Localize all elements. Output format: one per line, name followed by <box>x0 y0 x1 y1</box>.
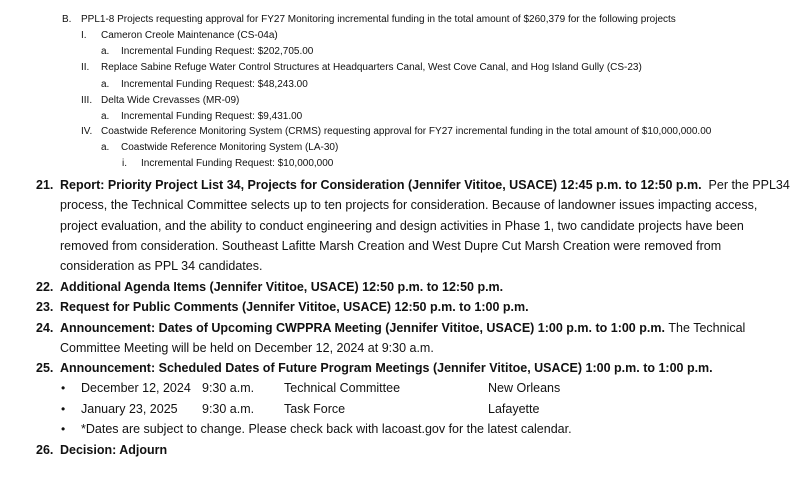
item-IV-sub: Coastwide Reference Monitoring System (LA-30) <box>121 142 339 153</box>
item-21-line-3: removed from consideration. Southeast Lafitte Marsh Creation and West Dupre Cut Marsh Creation were removed from <box>60 239 722 253</box>
item-I-sub-marker: a. <box>101 46 110 57</box>
item-IV-sub-marker: a. <box>101 142 110 153</box>
item-I-sub: Incremental Funding Request: $202,705.00 <box>121 46 314 57</box>
item-III-title: Delta Wide Crevasses (MR-09) <box>101 95 240 106</box>
item-21-heading: Report: Priority Project List 34, Projects for Consideration (Jennifer Vititoe, USACE) 12:45 p.m. to 12:50 p.m. <box>60 178 702 192</box>
item-IV-subsub-marker: i. <box>122 158 127 169</box>
item-25-heading: Announcement: Scheduled Dates of Future Program Meetings (Jennifer Vititoe, USACE) 1:00 p.m. to 1:00 p.m. <box>60 361 713 375</box>
item-III-marker: III. <box>81 95 93 106</box>
item-22-heading: Additional Agenda Items (Jennifer Vititoe, USACE) 12:50 p.m. to 12:50 p.m. <box>60 280 504 294</box>
meeting-date: January 23, 2025 <box>81 402 178 416</box>
meeting-time: 9:30 a.m. <box>202 402 255 416</box>
item-IV-title: Coastwide Reference Monitoring System (CRMS) requesting approval for FY27 incremental funding in the total amount of $10,000,000.00 <box>101 126 712 137</box>
bullet-icon: • <box>61 381 66 395</box>
bullet-icon: • <box>61 422 66 436</box>
schedule-note: *Dates are subject to change. Please check back with lacoast.gov for the latest calendar. <box>81 422 572 436</box>
item-26-number: 26. <box>36 443 54 457</box>
item-21-number: 21. <box>36 178 54 192</box>
item-II-marker: II. <box>81 62 90 73</box>
meeting-location: Lafayette <box>488 402 540 416</box>
item-23-number: 23. <box>36 300 54 314</box>
item-III-sub-marker: a. <box>101 111 110 122</box>
item-21-line-4: consideration as PPL 34 candidates. <box>60 259 263 273</box>
item-II-sub: Incremental Funding Request: $48,243.00 <box>121 79 308 90</box>
item-22-number: 22. <box>36 280 54 294</box>
item-II-title: Replace Sabine Refuge Water Control Structures at Headquarters Canal, West Cove Canal, and Hog Island Gully (CS-23) <box>101 62 642 73</box>
item-23-heading: Request for Public Comments (Jennifer Vititoe, USACE) 12:50 p.m. to 1:00 p.m. <box>60 300 529 314</box>
item-21-text-first: Per the PPL34 <box>708 178 790 192</box>
item-24-heading: Announcement: Dates of Upcoming CWPPRA Meeting (Jennifer Vititoe, USACE) 1:00 p.m. to 1:00 p.m. <box>60 321 665 335</box>
meeting-location: New Orleans <box>488 381 561 395</box>
meeting-group: Technical Committee <box>284 381 401 395</box>
item-21-line-2: project evaluation, and the ability to conduct engineering and design activities in Phase 1, two candidate projects have been <box>60 219 744 233</box>
section-b-text: PPL1-8 Projects requesting approval for FY27 Monitoring incremental funding in the total amount of $260,379 for the following projects <box>81 14 676 25</box>
item-IV-marker: IV. <box>81 126 93 137</box>
item-26-heading: Decision: Adjourn <box>60 443 168 457</box>
item-IV-subsub: Incremental Funding Request: $10,000,000 <box>141 158 334 169</box>
bullet-icon: • <box>61 402 66 416</box>
section-b-marker: B. <box>62 14 72 25</box>
meeting-group: Task Force <box>284 402 346 416</box>
item-III-sub: Incremental Funding Request: $9,431.00 <box>121 111 303 122</box>
meeting-time: 9:30 a.m. <box>202 381 255 395</box>
item-I-marker: I. <box>81 30 87 41</box>
item-II-sub-marker: a. <box>101 79 110 90</box>
item-24-text-first: The Technical <box>668 321 746 335</box>
item-25-number: 25. <box>36 361 54 375</box>
item-24-line-2: Committee Meeting will be held on December 12, 2024 at 9:30 a.m. <box>60 341 434 355</box>
item-21-line-1: process, the Technical Committee selects up to ten projects for consideration. Because of landowner issues impacting access, <box>60 198 758 212</box>
item-24-number: 24. <box>36 321 54 335</box>
item-I-title: Cameron Creole Maintenance (CS-04a) <box>101 30 278 41</box>
meeting-date: December 12, 2024 <box>81 381 191 395</box>
